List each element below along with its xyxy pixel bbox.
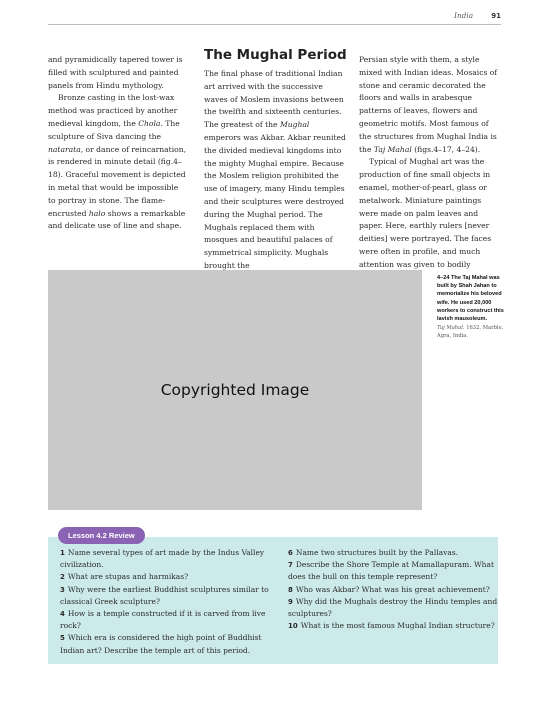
question-text: Name two structures built by the Pallavas. [295,548,459,557]
question-text: Why were the earliest Buddhist sculptures similar to classical Greek sculpture? [60,584,269,606]
review-question [60,547,272,571]
page-number: 91 [491,12,501,20]
question-number: 4 [60,610,65,619]
paragraph: Typical of Mughal art was the production of fine small objects in enamel, mother-of-pearl, glass or metalwork. Miniature paintings were made on palm leaves and paper. Here, earthly rulers [never deities] were portrayed. The faces were often in profile, and much attention was given to bodily [359,157,492,269]
text-column-2 [204,68,346,273]
question-text: What are stupas and harmikas? [67,572,189,582]
question-number: 8 [288,585,293,594]
caption-text: The Taj Mahal was built by Shah Jahan to memorialize his beloved wife. He used 20,000 workers to construct this lavish mausoleum. [437,275,504,323]
question-number: 1 [60,549,65,557]
review-question [288,559,500,583]
caption-details: . 1632. Marble. Agra, India. [437,325,504,340]
copyrighted-image-label: Copyrighted Image [160,381,310,399]
review-question [288,547,500,559]
review-questions-right [288,547,500,632]
question-number: 3 [60,585,65,594]
paragraph: Persian style with them, a style mixed with Indian ideas. Mosaics of stone and ceramic decorated the floors and walls in arabesque patterns of leaves, flowers and geometric motifs. Most famous of the structures from Mughal India is the Taj Mahal (figs.4–17, 4–24). [359,55,498,154]
review-question [60,571,272,583]
question-number: 10 [288,622,298,631]
caption-number: 4–24 [437,275,450,281]
question-text: Name several types of art made by the Indus Valley civilization. [60,548,265,570]
figure-image-placeholder [48,270,422,510]
caption-title: Taj Mahal [437,325,463,332]
section-name: India [454,12,474,20]
review-question [60,632,272,656]
review-question [288,584,500,596]
running-head [454,12,501,20]
question-number: 2 [60,573,65,582]
question-number: 7 [288,561,293,570]
review-question [288,596,500,620]
question-number: 9 [288,597,293,606]
question-number: 6 [288,549,293,557]
paragraph: Bronze casting in the lost-wax method was practiced by another medieval kingdom, the Chola. The sculpture of Siva dancing the natarata, or dance of reincarnation, is rendered in minute detail (fig.4–18). Graceful movement is depicted in metal that would be impossible to portray in stone. The flame-encrusted halo shows a remarkable and delicate use of line and shape. [48,93,187,231]
text-column-3 [359,54,501,284]
question-number: 5 [60,634,65,643]
paragraph: The final phase of traditional Indian art arrived with the successive waves of Moslem invasions between the twelfth and sixteenth centuries. The greatest of the Mughal emperors was Akbar. Akbar reunited the divided medieval kingdoms into the mighty Mughal empire. Because the Moslem religion prohibited the use of imagery, many Hindu temples and their sculptures were destroyed during the Mughal period. The Mughals replaced them with mosques and beautiful palaces of symmetrical simplicity. Mughals brought the [204,69,346,270]
question-text: Who was Akbar? What was his great achievement? [295,584,490,594]
review-questions-left [60,547,272,657]
review-question [288,620,500,632]
caption-source [437,324,507,340]
question-text: What is the most famous Mughal Indian structure? [300,621,495,631]
question-text: Why did the Mughals destroy the Hindu temples and sculptures? [288,596,498,619]
review-question [60,608,272,632]
question-text: Which era is considered the high point of Buddhist Indian art? Describe the temple art of this period. [60,633,262,655]
question-text: How is a temple constructed if it is carved from live rock? [60,609,266,631]
header-rule [48,24,501,25]
paragraph: and pyramidically tapered tower is filled with sculptured and painted panels from Hindu mythology. [48,55,183,90]
review-question [60,584,272,608]
review-title-tab: Lesson 4.2 Review [58,527,145,544]
question-text: Describe the Shore Temple at Mamallapuram. What does the bull on this temple represent? [288,560,494,582]
text-column-1 [48,54,188,233]
figure-caption [437,274,507,340]
section-heading: The Mughal Period [204,47,347,63]
